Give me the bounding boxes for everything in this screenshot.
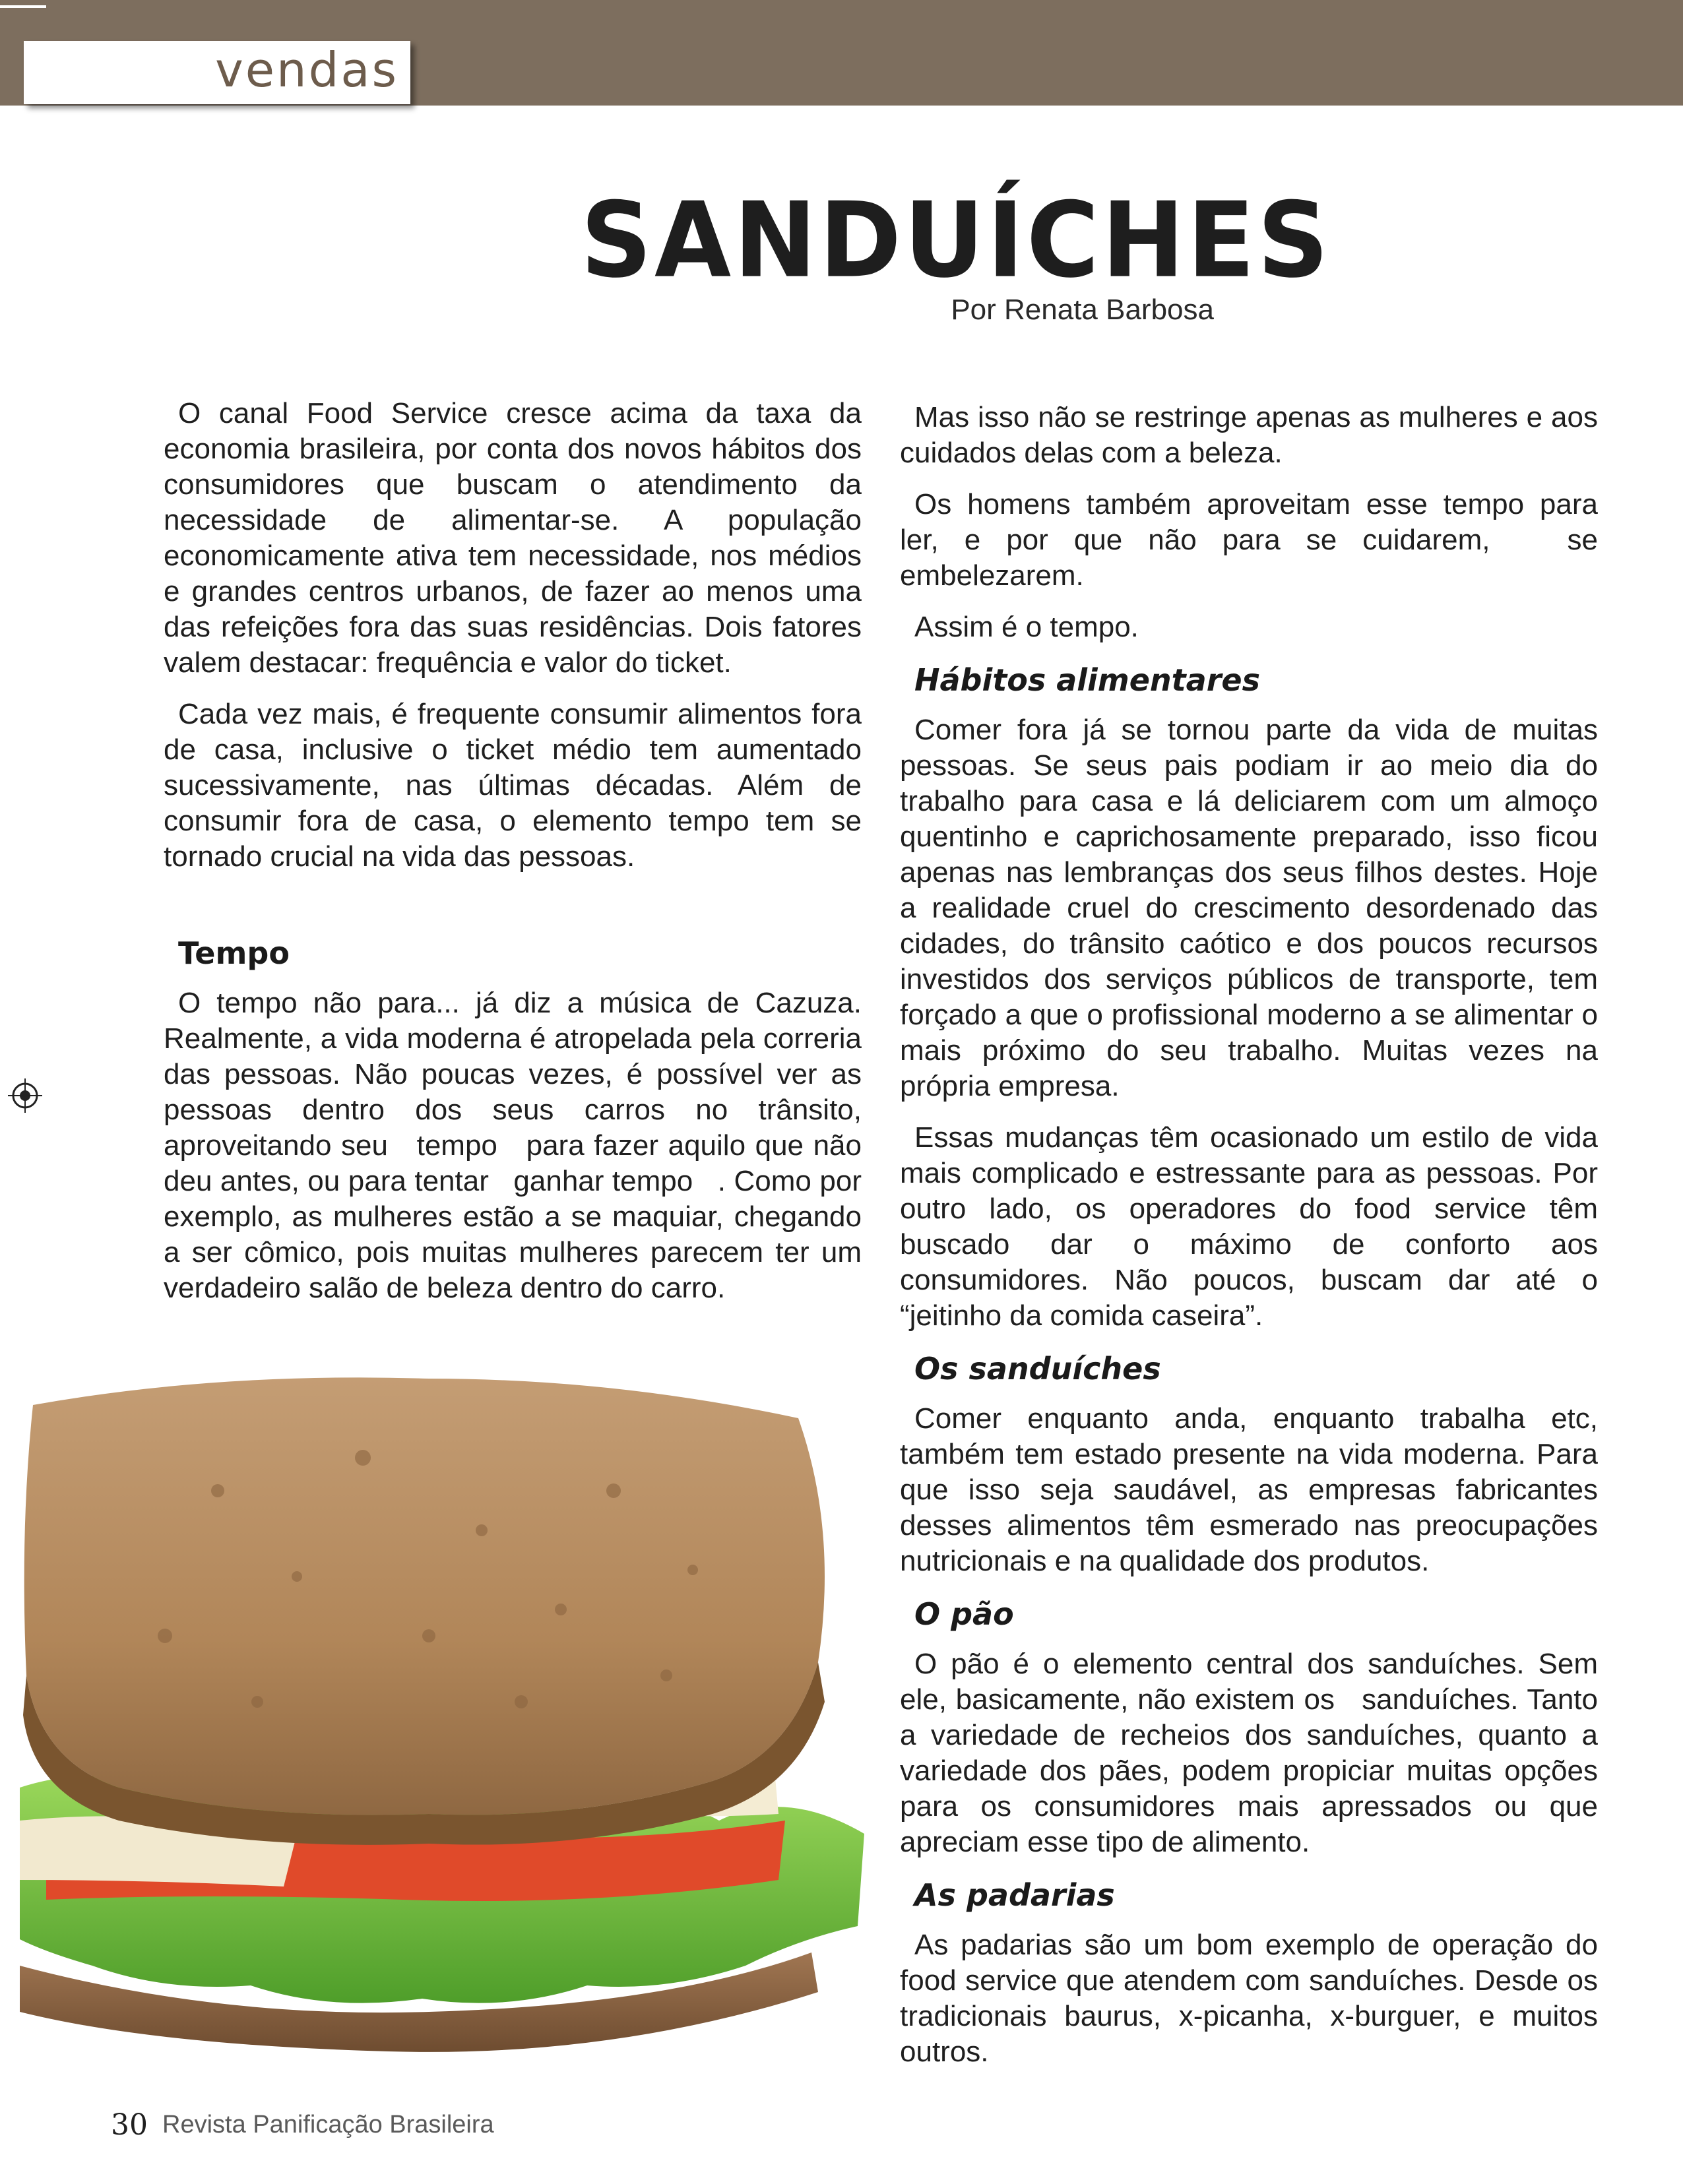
paragraph: Comer enquanto anda, enquanto trabalha etc, também tem estado presente na vida moderna. Para que isso seja saudável, as empresas fabricantes desses alimentos têm esmerado nas preocupações nutricionais e na qualidade dos produtos. — [900, 1402, 1598, 1577]
paragraph: Mas isso não se restringe apenas as mulheres e aos cuidados delas com a beleza. — [900, 401, 1598, 469]
paragraph: O pão é o elemento central dos sanduíches. Sem ele, basicamente, não existem os sanduíches. Tanto a variedade de recheios dos sanduíches, quanto a variedade dos pães, podem propiciar muitas opções para os consumidores mais apressados ou que apreciam esse tipo de alimento. — [900, 1648, 1598, 1858]
paragraph: Comer fora já se tornou parte da vida de muitas pessoas. Se seus pais podiam ir ao meio dia do trabalho para casa e lá deliciarem com um almoço quentinho e caprichosamente preparado, isso ficou apenas nas lembranças dos seus filhos destes. Hoje a realidade cruel do crescimento desordenado das cidades, do trânsito caótico e dos poucos recursos investidos dos serviços públicos de transporte, tem forçado a que o profissional moderno a se alimentar o mais próximo do seu trabalho. Muitas vezes na própria empresa. — [900, 714, 1598, 1102]
paragraph: As padarias são um bom exemplo de operação do food service que atendem com sanduíches. Desde os tradicionais baurus, x-picanha, x-burguer, e muitos outros. — [900, 1929, 1598, 2068]
section-label: vendas — [215, 42, 398, 98]
magazine-name: Revista Panificação Brasileira — [162, 2111, 494, 2138]
paragraph: Cada vez mais, é frequente consumir alimentos fora de casa, inclusive o ticket médio tem aumentado sucessivamente, nas últimas décadas. Além de consumir fora de casa, o elemento tempo tem se tornado crucial na vida das pessoas. — [164, 698, 862, 873]
byline: Por Renata Barbosa — [951, 294, 1214, 326]
section-tab — [24, 41, 410, 104]
heading-habitos-alimentares: Hábitos alimentares — [914, 662, 1260, 698]
article-title: SANDUÍCHES — [581, 180, 1331, 301]
heading-os-sanduiches: Os sanduíches — [914, 1351, 1161, 1387]
paragraph: O canal Food Service cresce acima da taxa da economia brasileira, por conta dos novos hábitos dos consumidores que buscam o atendimento da necessidade de alimentar-se. A população economicamente ativa tem necessidade, nos médios e grandes centros urbanos, de fazer ao menos uma das refeições fora das suas residências. Dois fatores valem destacar: frequência e valor do ticket. — [164, 397, 862, 679]
paragraph: O tempo não para... já diz a música de Cazuza. Realmente, a vida moderna é atropelada pela correria das pessoas. Não poucas vezes, é possível ver as pessoas dentro dos seus carros no trânsito, aproveitando seu tempo para fazer aquilo que não deu antes, ou para tentar ganhar tempo . Como por exemplo, as mulheres estão a se maquiar, chegando a ser cômico, pois muitas mulheres parecem ter um verdadeiro salão de beleza dentro do carro. — [164, 987, 862, 1304]
paragraph: Essas mudanças têm ocasionado um estilo de vida mais complicado e estressante para as pessoas. Por outro lado, os operadores do food service têm buscado dar o máximo de conforto aos consumidores. Não poucos, buscam dar até o “jeitinho da comida caseira”. — [900, 1121, 1598, 1332]
crop-mark — [0, 5, 46, 8]
heading-as-padarias: As padarias — [914, 1877, 1115, 1913]
sandwich-photo — [20, 1359, 871, 2058]
heading-tempo: Tempo — [178, 935, 290, 971]
paragraph: Assim é o tempo. — [914, 611, 1139, 643]
registration-mark-icon — [8, 1078, 42, 1113]
paragraph: Os homens também aproveitam esse tempo para ler, e por que não para se cuidarem, se embelezarem. — [900, 488, 1598, 592]
heading-o-pao: O pão — [914, 1596, 1014, 1632]
left-column — [164, 396, 862, 1322]
page-number: 30 — [111, 2108, 148, 2142]
right-column — [900, 400, 1598, 2086]
